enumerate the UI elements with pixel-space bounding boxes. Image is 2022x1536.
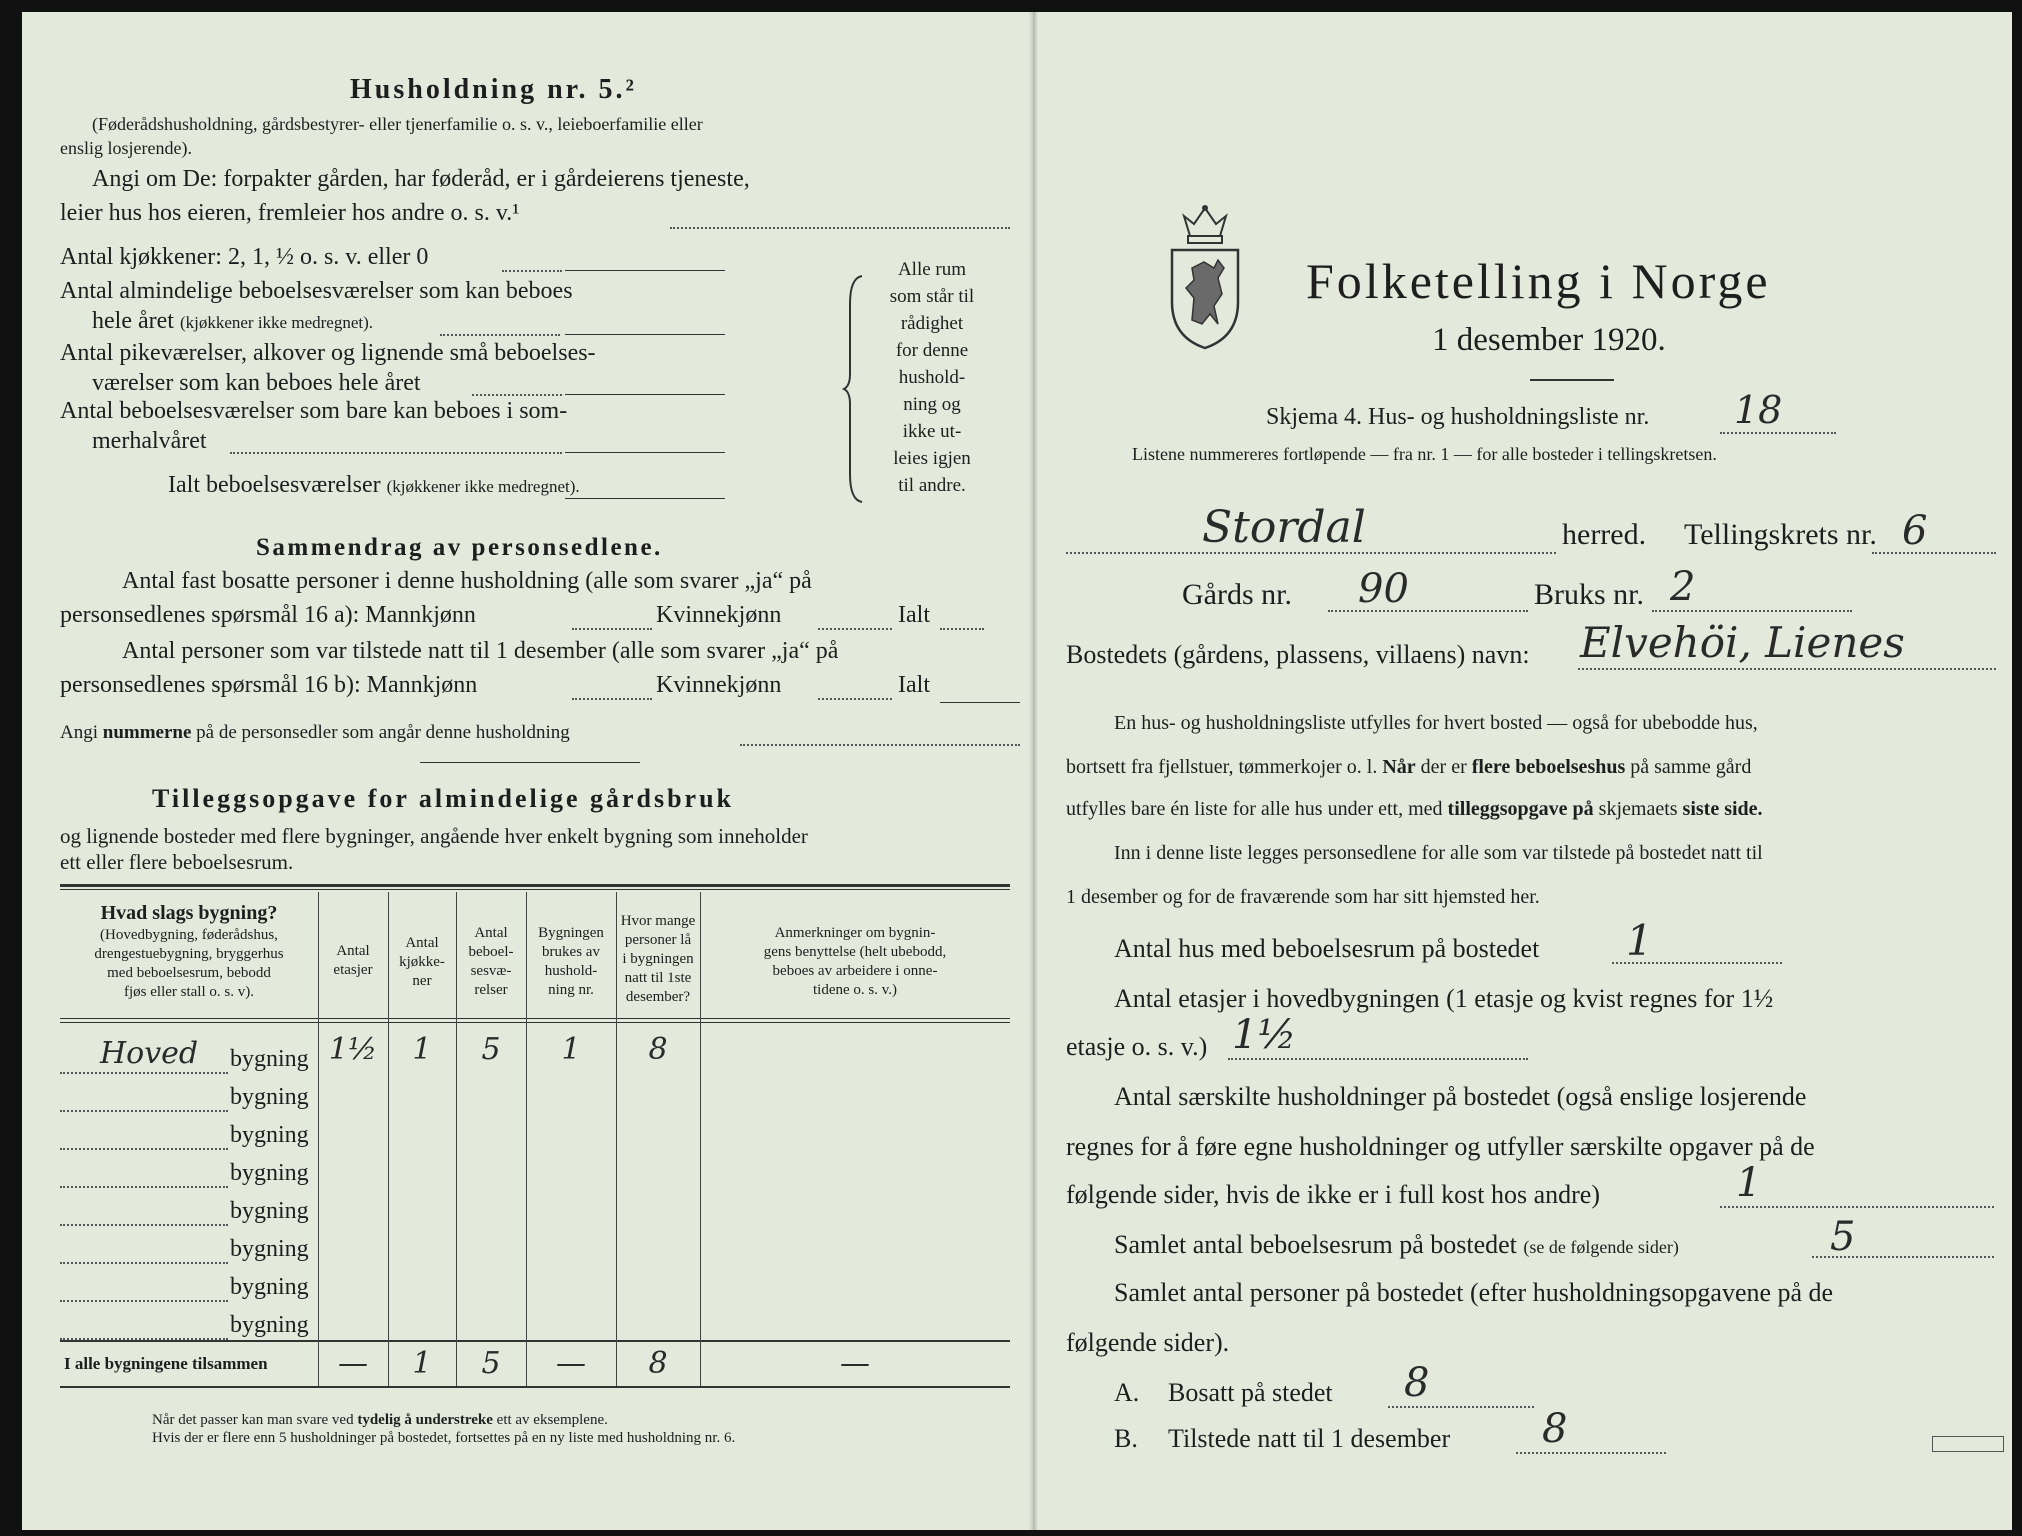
col-building-title: Hvad slags bygning?	[100, 902, 278, 924]
households-field	[1720, 1206, 1994, 1208]
resident-male-field	[572, 628, 652, 630]
resident-value: 8	[1404, 1360, 1430, 1406]
bygning-label: bygning	[230, 1236, 309, 1262]
instr-line-2-b: Når	[1382, 756, 1416, 778]
resident-female-field	[818, 628, 892, 630]
bygning-label: bygning	[230, 1198, 309, 1224]
col-remarks-line: Anmerkninger om bygnin-	[774, 925, 936, 941]
households-label-3: følgende sider, hvis de ikke er i full kost hos andre)	[1066, 1180, 1600, 1209]
present-total-label: Ialt	[898, 672, 930, 698]
district-label: Tellingskrets nr.	[1684, 518, 1877, 551]
household-title: Husholdning nr. 5.²	[350, 74, 637, 105]
col-building-sub: (Hovedbygning, føderådshus,	[100, 927, 278, 943]
summer-rooms-answer-line	[565, 452, 725, 453]
section-divider	[420, 762, 640, 763]
kitchens-answer-line	[565, 270, 725, 271]
total-persons-label-2: følgende sider).	[1066, 1328, 1230, 1357]
list-number: 18	[1734, 388, 1783, 432]
bygning-label: bygning	[230, 1160, 309, 1186]
farm-number-value: 90	[1358, 566, 1409, 612]
common-rooms-label-2	[92, 308, 373, 335]
houses-field	[1612, 962, 1782, 964]
col-rooms-line: Antal	[474, 925, 508, 941]
footnote-2: Hvis der er flere enn 5 husholdninger på bostedet, fortsettes på en ny liste med husholdning nr. 6.	[152, 1430, 736, 1446]
total-persons: 8	[648, 1346, 668, 1381]
schema-label: Skjema 4. Hus- og husholdningsliste nr.	[1266, 404, 1650, 430]
footnote-1-b: tydelig å understreke	[357, 1412, 493, 1428]
col-floors-line: Antal	[336, 943, 370, 959]
col-persons-line: i bygningen	[622, 951, 694, 967]
census-date: 1 desember 1920.	[1432, 322, 1666, 358]
bygning-label: bygning	[230, 1084, 309, 1110]
summary-line-4: personsedlenes spørsmål 16 b): Mannkjønn	[60, 672, 478, 698]
brace-icon	[842, 274, 868, 504]
maid-rooms-dots	[472, 394, 562, 396]
herred-field	[1066, 552, 1556, 554]
right-page	[1052, 12, 2002, 1530]
instr-line-2-a: bortsett fra fjellstuer, tømmerkojer o. l.	[1066, 756, 1378, 778]
row-household: 1	[561, 1032, 581, 1067]
col-remarks-line: beboes av arbeidere i onne-	[772, 963, 938, 979]
person-numbers-label-a: Angi	[60, 722, 98, 743]
instr-line-2	[1066, 756, 1751, 779]
common-rooms-label-2-main: hele året	[92, 308, 174, 334]
brace-line: som står til	[889, 286, 975, 307]
bygning-label: bygning	[230, 1312, 309, 1338]
total-rooms-value: 5	[1830, 1214, 1856, 1260]
present-female-field	[818, 698, 892, 700]
row-dots	[60, 1148, 228, 1150]
instr-line-2-d: flere beboelseshus	[1471, 756, 1626, 778]
left-page	[60, 12, 1010, 1530]
maid-rooms-label-2: værelser som kan beboes hele året	[92, 370, 421, 396]
total-kitchens: 1	[412, 1346, 432, 1381]
farm-number-label: Gårds nr.	[1182, 578, 1292, 611]
coat-of-arms-icon	[1162, 202, 1248, 352]
holding-number-value: 2	[1670, 564, 1696, 610]
present-b-prefix: B.	[1114, 1424, 1138, 1453]
instr-line-2-c: der er	[1420, 756, 1467, 778]
supplement-text-1: og lignende bosteder med flere bygninger, angående hver enkelt bygning som inneholder	[60, 824, 808, 848]
census-form-sheet	[22, 12, 2012, 1530]
maid-rooms-answer-line	[565, 394, 725, 395]
instr-line-4: Inn i denne liste legges personsedlene for alle som var tilstede på bostedet natt til	[1114, 842, 1763, 864]
col-rooms-line: relser	[474, 982, 508, 998]
brace-line: ikke ut-	[902, 421, 962, 442]
instr-line-2-e: på samme gård	[1630, 756, 1752, 778]
instr-line-3-c: skjemaets	[1598, 798, 1678, 820]
resident-label: Bosatt på stedet	[1168, 1378, 1333, 1407]
footnote-1-a: Når det passer kan man svare ved	[152, 1412, 354, 1428]
floors-value: 1½	[1232, 1012, 1297, 1058]
col-kitchens-header	[388, 934, 456, 991]
instr-line-1: En hus- og husholdningsliste utfylles for hvert bosted — også for ubebodde hus,	[1114, 712, 1758, 734]
herred-value: Stordal	[1202, 502, 1366, 553]
resident-field	[1388, 1406, 1534, 1408]
residence-name-value: Elvehöi, Lienes	[1580, 618, 1905, 667]
brace-note	[872, 256, 992, 499]
present-male-field	[572, 698, 652, 700]
row-dots	[60, 1072, 228, 1074]
table-top-rule	[60, 884, 1010, 887]
total-rooms-label	[1114, 1230, 1679, 1260]
title-divider	[1530, 379, 1614, 381]
total-rooms-label-main: Samlet antal beboelsesrum på bostedet	[1114, 1230, 1517, 1259]
household-intro-2: enslig losjerende).	[60, 138, 192, 158]
supplement-heading: Tilleggsopgave for almindelige gårdsbruk	[152, 784, 735, 813]
brace-line: ning og	[903, 394, 961, 415]
person-numbers-field	[740, 744, 1020, 746]
col-household-line: hushold-	[544, 963, 598, 979]
col-rooms-line: sesvæ-	[470, 963, 512, 979]
col-persons-header	[616, 912, 700, 1007]
person-numbers-label-b: nummerne	[102, 722, 192, 743]
row-kitchens: 1	[412, 1032, 432, 1067]
footnote-1-c: ett av eksemplene.	[496, 1412, 608, 1428]
present-total-field	[940, 702, 1020, 703]
total-rooms-label-main: Ialt beboelsesværelser	[168, 472, 381, 498]
angi-text-1: Angi om De: forpakter gården, har føderåd, er i gårdeierens tjeneste,	[92, 166, 750, 192]
col-kitchens-line: kjøkke-	[399, 954, 445, 970]
col-building-sub: med beboelsesrum, bebodd	[107, 965, 271, 981]
brace-line: for denne	[895, 340, 969, 361]
page-fold	[1028, 12, 1038, 1530]
summary-line-2-main: personsedlenes spørsmål 16 a): Mannkjønn	[60, 602, 476, 628]
total-rooms-label-note: (se de følgende sider)	[1523, 1237, 1679, 1257]
col-rooms-header	[456, 924, 526, 1000]
total-persons-label-1: Samlet antal personer på bostedet (efter husholdningsopgavene på de	[1114, 1278, 1834, 1307]
herred-label: herred.	[1562, 518, 1647, 551]
col-building-sub: drengestuebygning, bryggerhus	[94, 946, 284, 962]
present-label: Tilstede natt til 1 desember	[1168, 1424, 1451, 1453]
summer-rooms-label-1: Antal beboelsesværelser som bare kan beboes i som-	[60, 398, 568, 424]
total-row-label: I alle bygningene tilsammen	[64, 1354, 268, 1373]
bygning-label: bygning	[230, 1122, 309, 1148]
col-building-sub: fjøs eller stall o. s. v).	[124, 984, 254, 1000]
common-rooms-dots	[440, 334, 560, 336]
row-dots	[60, 1224, 228, 1226]
col-remarks-line: tidene o. s. v.)	[812, 982, 897, 998]
summary-line-2	[60, 602, 476, 629]
common-rooms-label-2-note: (kjøkkener ikke medregnet).	[179, 313, 373, 332]
households-label-2: regnes for å føre egne husholdninger og utfyller særskilte opgaver på de	[1066, 1132, 1815, 1161]
row-dots	[60, 1110, 228, 1112]
district-field	[1872, 552, 1996, 554]
col-household-header	[526, 924, 616, 1000]
col-household-line: Bygningen	[538, 925, 604, 941]
list-number-field	[1720, 432, 1836, 434]
instr-line-3-b: tilleggsopgave på	[1447, 798, 1594, 820]
person-numbers-label	[60, 722, 570, 744]
common-rooms-answer-line	[565, 334, 725, 335]
households-label-1: Antal særskilte husholdninger på bostedet (også enslige losjerende	[1114, 1082, 1807, 1111]
row-dots	[60, 1186, 228, 1188]
col-remarks-line: gens benyttelse (helt ubebodd,	[763, 944, 947, 960]
brace-line: rådighet	[900, 313, 964, 334]
col-persons-line: Hvor mange	[620, 913, 696, 929]
kitchens-dots	[502, 270, 562, 272]
floors-field	[1228, 1058, 1528, 1060]
numbering-note: Listene nummereres fortløpende — fra nr. 1 — for alle bosteder i tellingskretsen.	[1132, 444, 1717, 464]
row-persons: 8	[648, 1032, 668, 1067]
instr-line-3	[1066, 798, 1763, 821]
houses-value: 1	[1626, 916, 1653, 965]
table-total-rule	[60, 1340, 1010, 1342]
row-rooms: 5	[481, 1032, 501, 1067]
resident-a-prefix: A.	[1114, 1378, 1140, 1407]
floors-label-1: Antal etasjer i hovedbygningen (1 etasje og kvist regnes for 1½	[1114, 984, 1774, 1013]
instr-line-3-d: siste side.	[1682, 798, 1763, 820]
angi-answer-line	[670, 227, 1010, 229]
row-dots	[60, 1300, 228, 1302]
instr-line-3-a: utfylles bare én liste for alle hus under ett, med	[1066, 798, 1443, 820]
brace-line: leies igjen	[893, 448, 971, 469]
bygning-label: bygning	[230, 1046, 309, 1072]
present-value: 8	[1542, 1406, 1568, 1452]
col-persons-line: personer lå	[624, 932, 692, 948]
brace-line: til andre.	[898, 475, 966, 496]
residence-name-field	[1578, 668, 1996, 670]
kitchens-label: Antal kjøkkener: 2, 1, ½ o. s. v. eller 0	[60, 244, 429, 270]
bygning-label: bygning	[230, 1274, 309, 1300]
instr-line-5: 1 desember og for de fraværende som har sitt hjemsted her.	[1066, 886, 1540, 908]
summer-rooms-label-2: merhalvåret	[92, 428, 207, 454]
resident-total-field	[940, 628, 984, 630]
row-building-type: Hoved	[100, 1036, 199, 1071]
present-female-label: Kvinnekjønn	[656, 672, 782, 698]
resident-total-label: Ialt	[898, 602, 930, 628]
supplement-text-2: ett eller flere beboelsesrum.	[60, 850, 294, 874]
brace-line: hushold-	[898, 367, 966, 388]
col-floors-header	[318, 942, 388, 980]
col-building-header	[60, 900, 318, 1002]
col-rooms-line: beboel-	[468, 944, 514, 960]
table-top-rule-2	[60, 889, 1010, 890]
household-intro-1: (Føderådshusholdning, gårdsbestyrer- eller tjenerfamilie o. s. v., leieboerfamilie eller	[92, 114, 703, 134]
col-remarks-header	[700, 924, 1010, 1000]
col-kitchens-line: Antal	[405, 935, 439, 951]
table-bottom-rule	[60, 1386, 1010, 1388]
footnote-1	[152, 1412, 608, 1429]
holding-number-field	[1652, 610, 1852, 612]
summer-rooms-dots	[230, 452, 562, 454]
row-floors: 1½	[328, 1032, 378, 1067]
common-rooms-label-1: Antal almindelige beboelsesværelser som kan beboes	[60, 278, 573, 304]
angi-text-2: leier hus hos eieren, fremleier hos andre o. s. v.¹	[60, 200, 520, 226]
total-floors: —	[338, 1346, 368, 1381]
row-dots	[60, 1338, 228, 1340]
farm-number-field	[1328, 610, 1528, 612]
total-rooms-label	[168, 472, 580, 499]
total-rooms-field	[1812, 1256, 1994, 1258]
summary-heading: Sammendrag av personsedlene.	[256, 534, 663, 561]
summary-line-1: Antal fast bosatte personer i denne husholdning (alle som svarer „ja“ på	[122, 568, 812, 594]
total-remarks: —	[840, 1346, 870, 1381]
printer-stamp	[1932, 1436, 2004, 1452]
resident-female-label: Kvinnekjønn	[656, 602, 782, 628]
floors-label-2: etasje o. s. v.)	[1066, 1032, 1208, 1061]
col-household-line: brukes av	[542, 944, 600, 960]
summary-line-3: Antal personer som var tilstede natt til 1 desember (alle som svarer „ja“ på	[122, 638, 839, 664]
total-rooms: 5	[481, 1346, 501, 1381]
present-field	[1516, 1452, 1666, 1454]
col-persons-line: natt til 1ste	[624, 970, 692, 986]
holding-number-label: Bruks nr.	[1534, 578, 1645, 611]
table-header-rule-2	[60, 1022, 1010, 1023]
table-header-rule	[60, 1018, 1010, 1019]
total-rooms-label-note: (kjøkkener ikke medregnet).	[386, 477, 580, 496]
houses-label: Antal hus med beboelsesrum på bostedet	[1114, 934, 1540, 963]
col-persons-line: desember?	[625, 989, 691, 1005]
col-floors-line: etasjer	[333, 962, 373, 978]
residence-name-label: Bostedets (gårdens, plassens, villaens) navn:	[1066, 640, 1530, 669]
households-value: 1	[1736, 1160, 1762, 1206]
census-title: Folketelling i Norge	[1306, 253, 1771, 309]
person-numbers-label-c: på de personsedler som angår denne husholdning	[196, 722, 570, 743]
col-household-line: ning nr.	[548, 982, 594, 998]
district-value: 6	[1902, 508, 1928, 554]
brace-line: Alle rum	[897, 259, 967, 280]
total-rooms-answer-line	[565, 498, 725, 499]
total-household: —	[556, 1346, 586, 1381]
col-kitchens-line: ner	[412, 973, 432, 989]
maid-rooms-label-1: Antal pikeværelser, alkover og lignende små beboelses-	[60, 340, 596, 366]
row-dots	[60, 1262, 228, 1264]
